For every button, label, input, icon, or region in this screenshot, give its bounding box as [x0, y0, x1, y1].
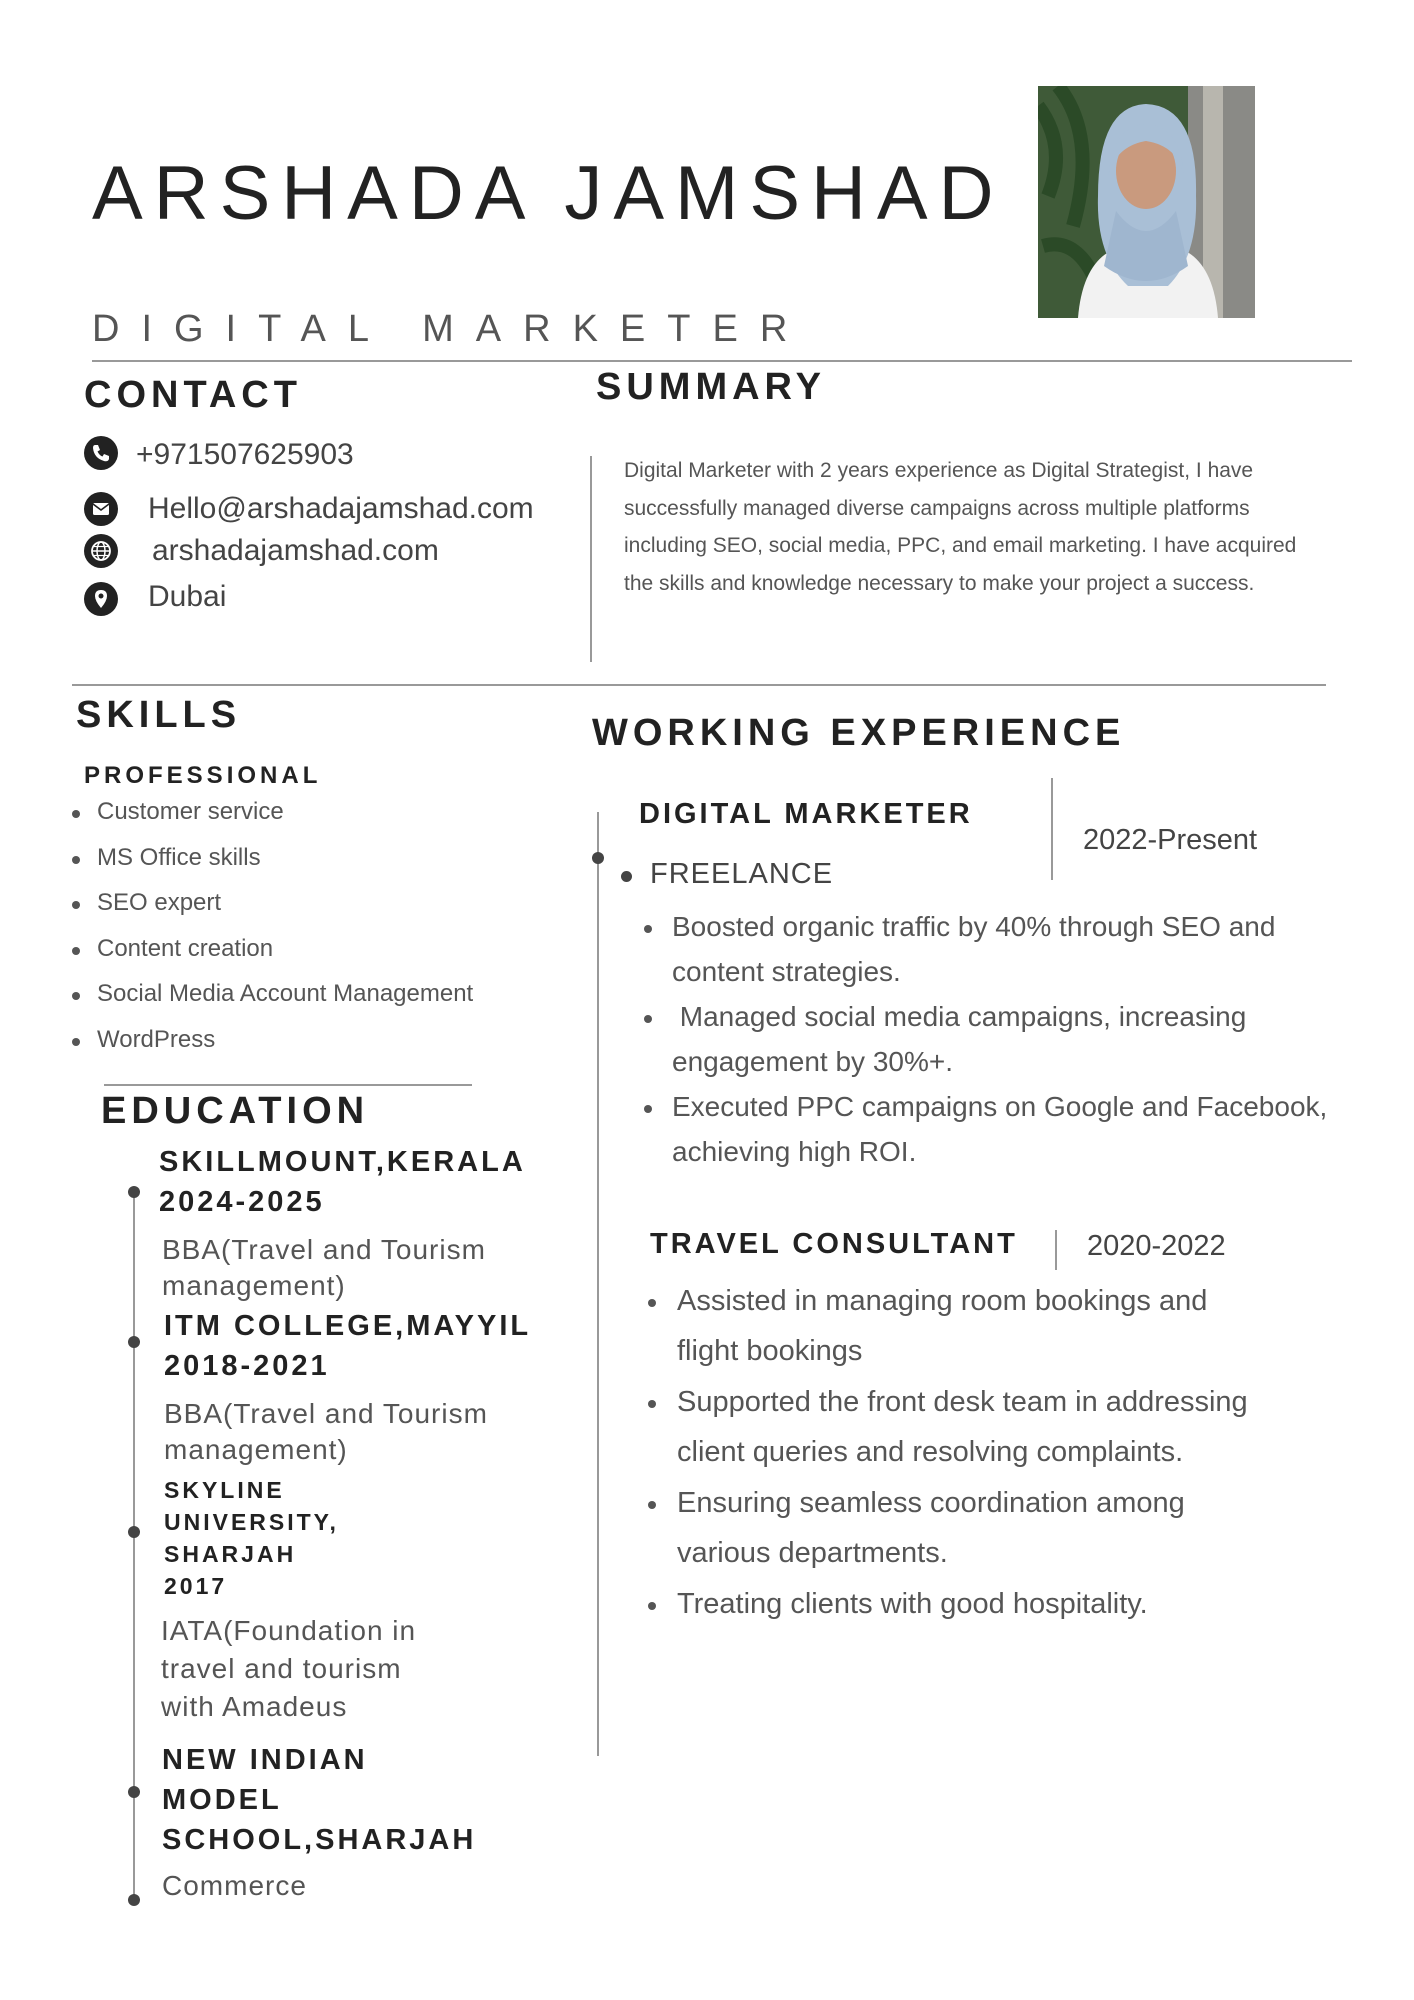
bullet [72, 856, 80, 864]
education-degree [161, 1612, 416, 1726]
experience-timeline [597, 812, 599, 1756]
timeline-dot [128, 1336, 140, 1348]
bullet [644, 1015, 652, 1023]
skill-item: Content creation [97, 935, 274, 962]
job-date-divider [1055, 1230, 1057, 1270]
education-school: MODEL [162, 1784, 282, 1816]
job-bullet-line: Executed PPC campaigns on Google and Facebook, [672, 1091, 1328, 1122]
degree-line: management) [162, 1270, 346, 1301]
bullet [72, 992, 80, 1000]
skill-item: WordPress [97, 1026, 216, 1053]
timeline-dot [128, 1786, 140, 1798]
globe-icon [84, 534, 118, 568]
job-bullet [672, 994, 1246, 1084]
skill-item: MS Office skills [97, 844, 261, 871]
job-bullet-line: Boosted organic traffic by 40% through SEO and [672, 911, 1276, 942]
summary-heading: SUMMARY [596, 366, 826, 408]
education-entry [159, 1142, 526, 1222]
job-bullet-line: Ensuring seamless coordination among [677, 1487, 1185, 1519]
phone-icon [84, 436, 118, 470]
education-school: NEW INDIAN [162, 1744, 368, 1776]
contact-heading: CONTACT [84, 374, 302, 416]
job-bullet-line: engagement by 30%+. [672, 1046, 953, 1077]
education-entry [164, 1474, 339, 1602]
bullet [72, 1038, 80, 1046]
education-entry [162, 1740, 476, 1860]
degree-line: IATA(Foundation in [161, 1615, 417, 1646]
job-title: DIGITAL MARKETER [639, 798, 973, 830]
timeline-dot [128, 1526, 140, 1538]
education-years: 2024-2025 [159, 1186, 325, 1218]
degree-line: management) [164, 1434, 348, 1465]
degree-line: travel and tourism [161, 1653, 402, 1684]
education-entry [164, 1306, 531, 1386]
job-bullet-line: flight bookings [677, 1335, 863, 1367]
job-bullet-line: client queries and resolving complaints. [677, 1436, 1184, 1468]
job-bullet-line: various departments. [677, 1537, 948, 1569]
education-school: SHARJAH [164, 1541, 297, 1567]
bullet [644, 925, 652, 933]
experience-heading: WORKING EXPERIENCE [592, 712, 1126, 754]
job-bullet-line: achieving high ROI. [672, 1136, 917, 1167]
job-date: 2022-Present [1083, 824, 1258, 856]
degree-line: with Amadeus [161, 1691, 348, 1722]
contact-email: Hello@arshadajamshad.com [148, 492, 534, 525]
contact-location: Dubai [148, 580, 227, 613]
education-years: 2017 [164, 1573, 228, 1599]
skills-divider [104, 1084, 472, 1086]
timeline-dot [592, 852, 604, 864]
degree-line: Commerce [162, 1870, 307, 1901]
education-degree [162, 1868, 307, 1904]
education-school: ITM COLLEGE,MAYYIL [164, 1310, 532, 1342]
skills-heading: SKILLS [76, 694, 242, 736]
skill-item: Customer service [97, 798, 284, 825]
profile-photo [1038, 86, 1255, 318]
job-date: 2020-2022 [1087, 1230, 1226, 1262]
contact-website: arshadajamshad.com [152, 534, 439, 567]
job-company: FREELANCE [650, 858, 834, 890]
bullet [621, 871, 632, 882]
education-school: SKILLMOUNT,KERALA [159, 1146, 526, 1178]
job-bullet-line: content strategies. [672, 956, 901, 987]
skills-subheading: PROFESSIONAL [84, 762, 322, 789]
job-bullet-line: Managed social media campaigns, increasing [672, 1001, 1247, 1032]
job-bullet-line: Supported the front desk team in addressing [677, 1386, 1248, 1418]
job-title: TRAVEL CONSULTANT [650, 1228, 1018, 1260]
summary-line: the skills and knowledge necessary to make your project a success. [624, 571, 1255, 595]
skill-item: SEO expert [97, 889, 222, 916]
job-bullet [677, 1377, 1248, 1477]
summary-line: Digital Marketer with 2 years experience as Digital Strategist, I have [624, 459, 1254, 482]
education-school: UNIVERSITY, [164, 1509, 339, 1535]
job-bullet [672, 1084, 1327, 1174]
education-degree [162, 1232, 486, 1304]
bullet [648, 1602, 656, 1610]
candidate-role: DIGITAL MARKETER [92, 308, 810, 350]
bullet [644, 1105, 652, 1113]
education-school: SCHOOL,SHARJAH [162, 1824, 477, 1856]
bullet [72, 810, 80, 818]
header-divider [92, 360, 1352, 362]
job-bullet-line: Treating clients with good hospitality. [677, 1588, 1148, 1620]
candidate-name: ARSHADA JAMSHAD [92, 151, 1005, 236]
bullet [72, 947, 80, 955]
bullet [648, 1501, 656, 1509]
summary-text [624, 452, 1404, 602]
skill-item: Social Media Account Management [97, 980, 474, 1007]
bullet [72, 901, 80, 909]
job-bullet [672, 904, 1275, 994]
summary-line: successfully managed diverse campaigns across multiple platforms [624, 496, 1250, 520]
timeline-dot [128, 1894, 140, 1906]
bullet [648, 1400, 656, 1408]
education-degree [164, 1396, 488, 1468]
email-icon [84, 492, 118, 526]
degree-line: BBA(Travel and Tourism [164, 1398, 488, 1429]
education-school: SKYLINE [164, 1477, 285, 1503]
job-bullet [677, 1276, 1207, 1376]
bullet [648, 1299, 656, 1307]
timeline-dot [128, 1186, 140, 1198]
degree-line: BBA(Travel and Tourism [162, 1234, 486, 1265]
contact-phone: +971507625903 [136, 438, 354, 471]
location-icon [84, 582, 118, 616]
summary-line: including SEO, social media, PPC, and email marketing. I have acquired [624, 534, 1297, 557]
job-bullet [677, 1478, 1185, 1578]
summary-divider [590, 456, 592, 662]
job-date-divider [1051, 778, 1053, 880]
job-bullet-line: Assisted in managing room bookings and [677, 1285, 1208, 1317]
job-bullet [677, 1579, 1148, 1629]
section-divider [72, 684, 1326, 686]
education-heading: EDUCATION [101, 1090, 370, 1132]
education-years: 2018-2021 [164, 1350, 330, 1382]
